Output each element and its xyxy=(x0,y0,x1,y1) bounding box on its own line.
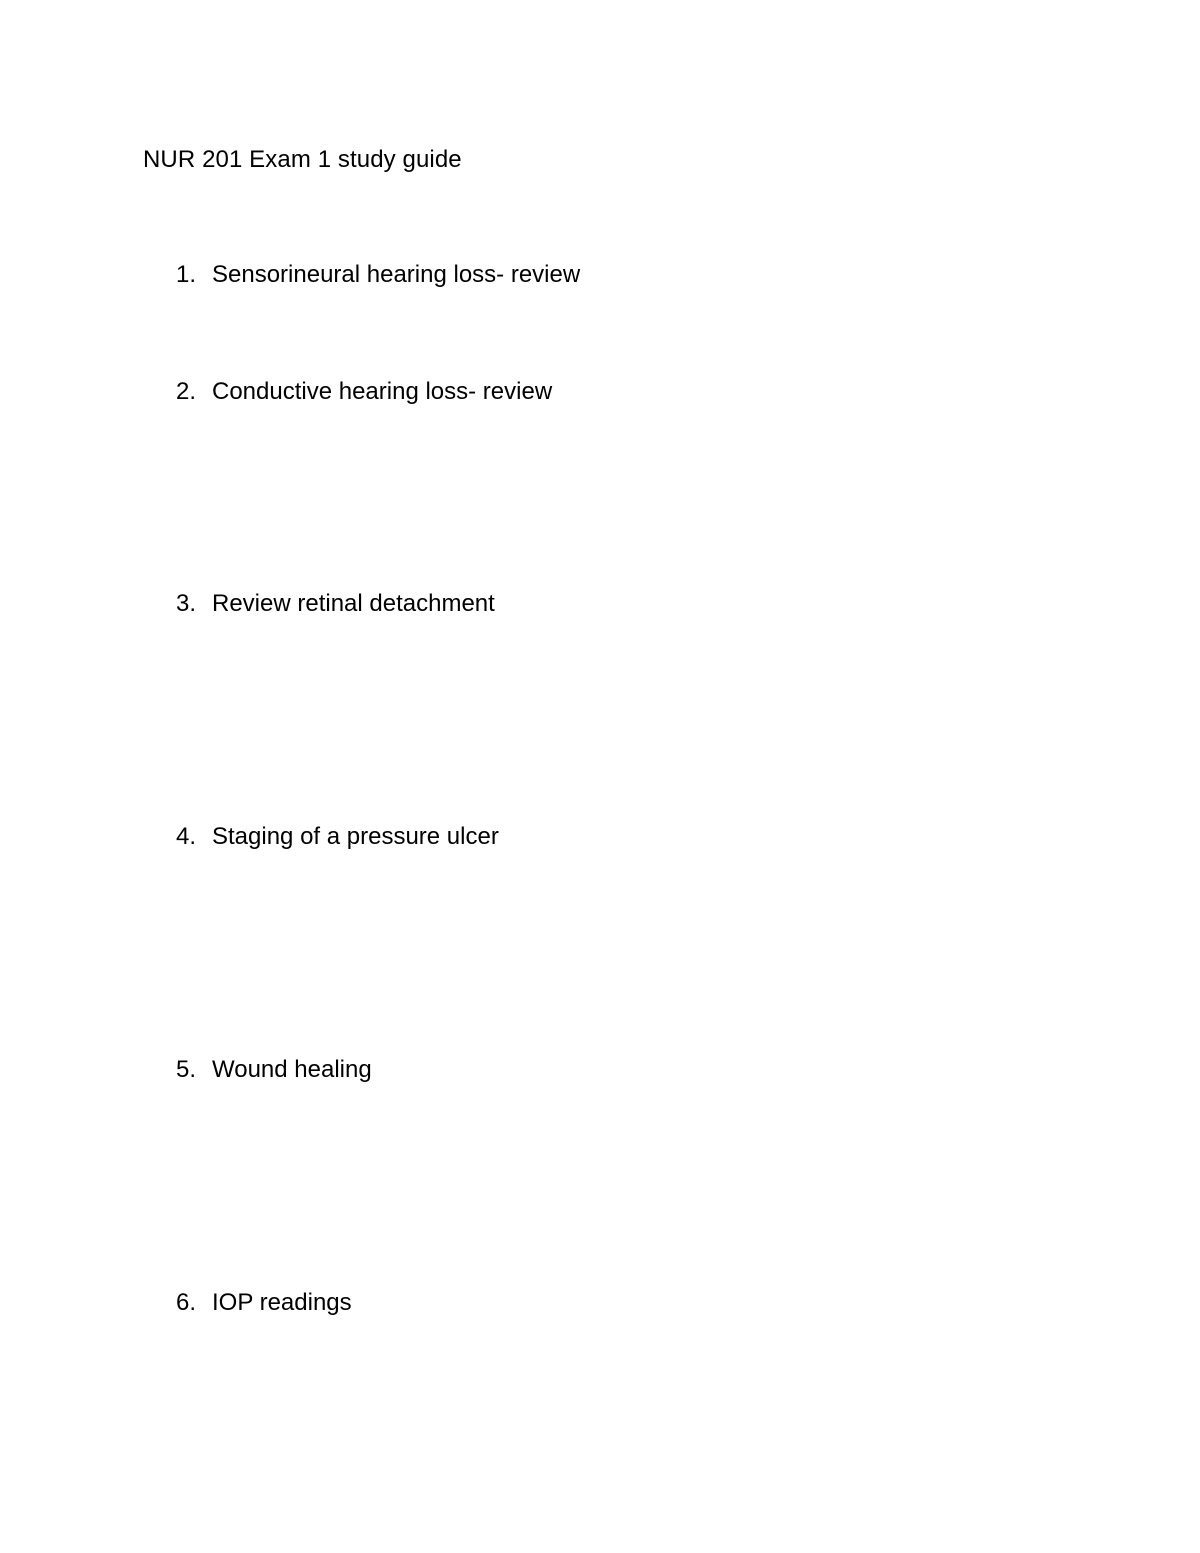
list-item-text: Sensorineural hearing loss- review xyxy=(212,261,581,288)
list-item xyxy=(176,588,495,620)
list-item-number: 2. xyxy=(176,378,197,405)
document-title: NUR 201 Exam 1 study guide xyxy=(143,146,462,173)
list-item-number: 4. xyxy=(176,823,197,850)
list-item xyxy=(176,259,580,291)
list-item-number: 5. xyxy=(176,1056,197,1083)
list-item-text: Review retinal detachment xyxy=(212,590,495,617)
list-item-number: 1. xyxy=(176,261,197,288)
list-item xyxy=(176,376,552,408)
list-item-text: Wound healing xyxy=(212,1056,372,1083)
list-item-text: IOP readings xyxy=(212,1289,352,1316)
list-item-number: 6. xyxy=(176,1289,197,1316)
list-item xyxy=(176,1054,372,1086)
list-item xyxy=(176,1287,352,1319)
list-item-number: 3. xyxy=(176,590,197,617)
list-item-text: Conductive hearing loss- review xyxy=(212,378,553,405)
list-item xyxy=(176,821,499,853)
list-item-text: Staging of a pressure ulcer xyxy=(212,823,499,850)
